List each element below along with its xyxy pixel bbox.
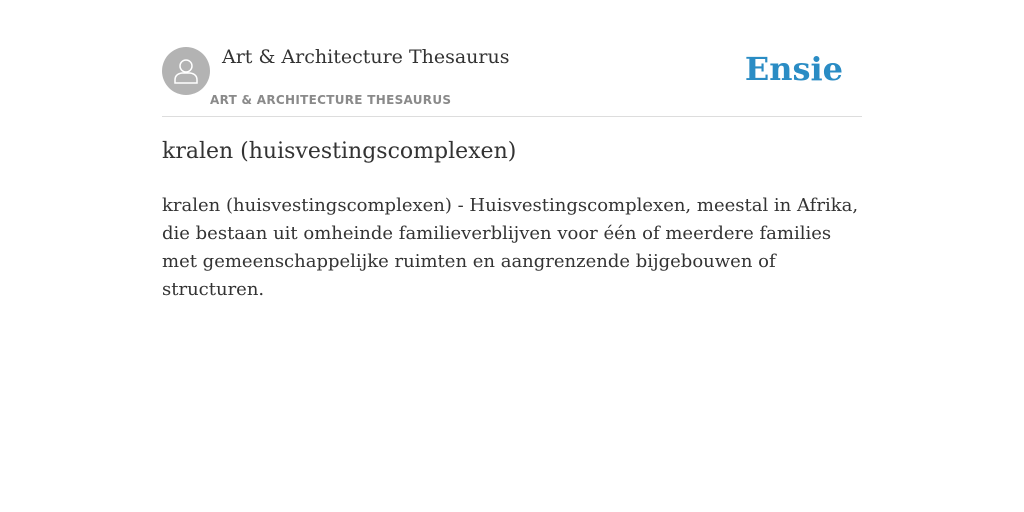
entry-title: kralen (huisvestingscomplexen) — [162, 139, 517, 164]
ensie-logo[interactable]: Ensie — [744, 50, 843, 88]
source-header — [162, 40, 862, 117]
entry-definition: kralen (huisvestingscomplexen) - Huisvestingscomplexen, meestal in Afrika, die bestaan uit omheinde familieverblijven voor één of meerdere families met gemeenschappelijke ruimten en aangrenzende bijgebouwen of structuren. — [162, 195, 859, 300]
avatar[interactable] — [162, 47, 210, 95]
user-icon — [171, 56, 201, 86]
source-title[interactable]: Art & Architecture Thesaurus — [222, 46, 510, 68]
source-subtitle[interactable]: ART & ARCHITECTURE THESAURUS — [210, 93, 452, 107]
